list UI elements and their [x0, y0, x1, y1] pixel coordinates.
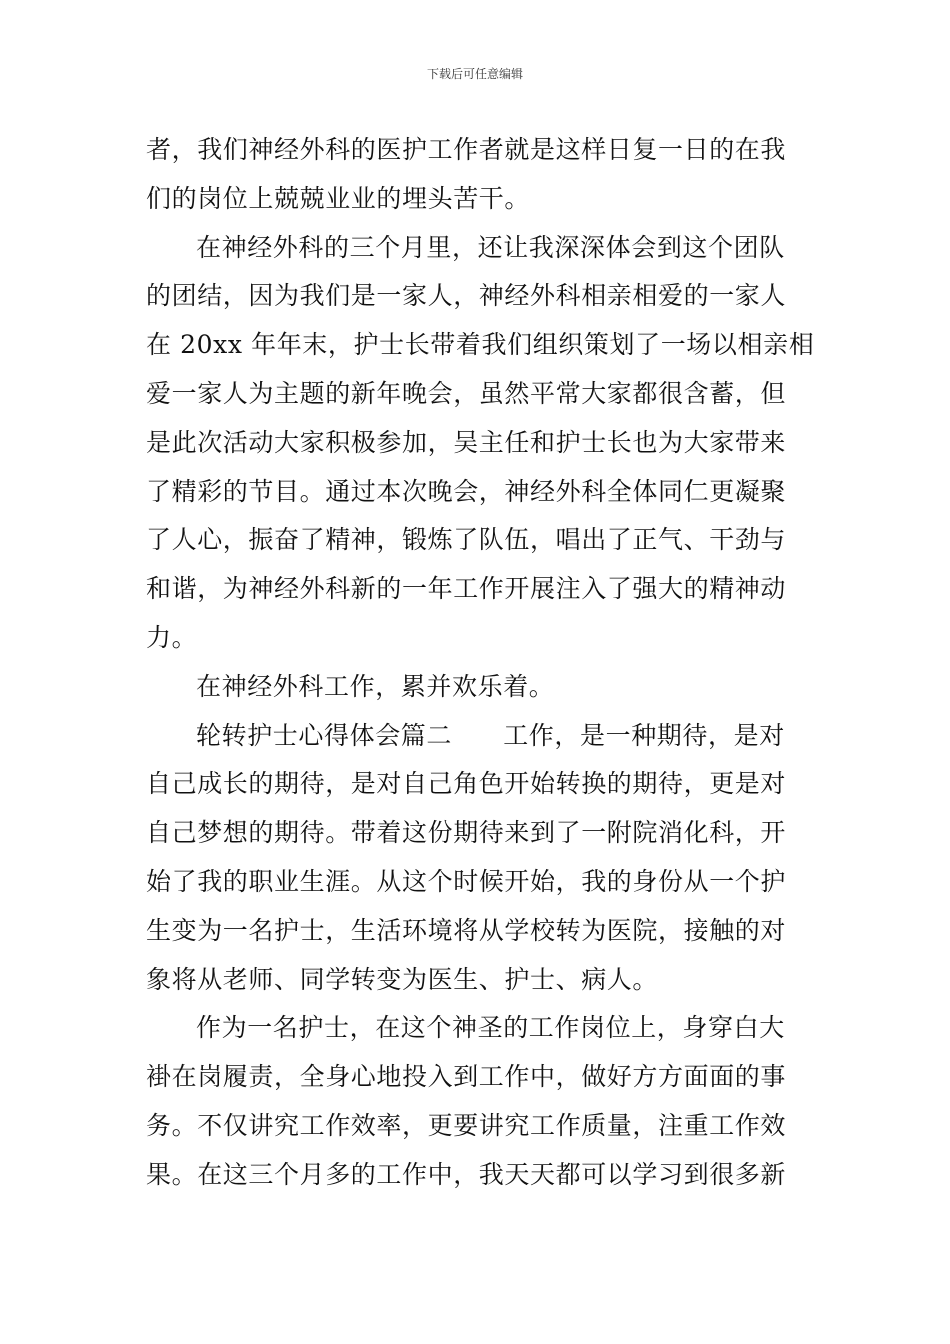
- text-line: 力。: [146, 622, 198, 652]
- text-line: 务。不仅讲究工作效率，更要讲究工作质量，注重工作效: [146, 1110, 787, 1140]
- text-line: 作为一名护士，在这个神圣的工作岗位上，身穿白大: [196, 1013, 785, 1043]
- text-line: 的团结，因为我们是一家人，神经外科相亲相爱的一家人: [146, 281, 787, 311]
- text-line: 自己梦想的期待。带着这份期待来到了一附院消化科，开: [146, 818, 787, 848]
- text-line: 爱一家人为主题的新年晚会，虽然平常大家都很含蓄，但: [146, 378, 787, 408]
- text-line: 和谐，为神经外科新的一年工作开展注入了强大的精神动: [146, 574, 787, 604]
- text-line: 轮转护士心得体会篇二 工作，是一种期待，是对: [196, 720, 785, 750]
- text-line: 了精彩的节目。通过本次晚会，神经外科全体同仁更凝聚: [146, 476, 787, 506]
- text-line: 始了我的职业生涯。从这个时候开始，我的身份从一个护: [146, 866, 787, 896]
- document-body: [146, 126, 815, 1200]
- text-line: 自己成长的期待，是对自己角色开始转换的期待，更是对: [146, 769, 787, 799]
- text-line: 果。在这三个月多的工作中，我天天都可以学习到很多新: [146, 1159, 787, 1189]
- text-line: 者，我们神经外科的医护工作者就是这样日复一日的在我: [146, 135, 787, 164]
- text-line: 在神经外科工作，累并欢乐着。: [196, 671, 555, 701]
- text-line: 象将从老师、同学转变为医生、护士、病人。: [146, 964, 659, 994]
- text-line: 了人心，振奋了精神，锻炼了队伍，唱出了正气、干劲与: [146, 525, 787, 555]
- text-line: 是此次活动大家积极参加，吴主任和护士长也为大家带来: [146, 427, 787, 457]
- page-header: 下载后可任意编辑: [426, 67, 523, 81]
- text-line: 们的岗位上兢兢业业的埋头苦干。: [146, 183, 531, 213]
- text-line: 生变为一名护士，生活环境将从学校转为医院，接触的对: [146, 915, 787, 945]
- text-line: 褂在岗履责，全身心地投入到工作中，做好方方面面的事: [146, 1062, 787, 1092]
- text-line: 在 20xx 年年末，护士长带着我们组织策划了一场以相亲相: [146, 330, 815, 360]
- text-line: 在神经外科的三个月里，还让我深深体会到这个团队: [196, 232, 785, 262]
